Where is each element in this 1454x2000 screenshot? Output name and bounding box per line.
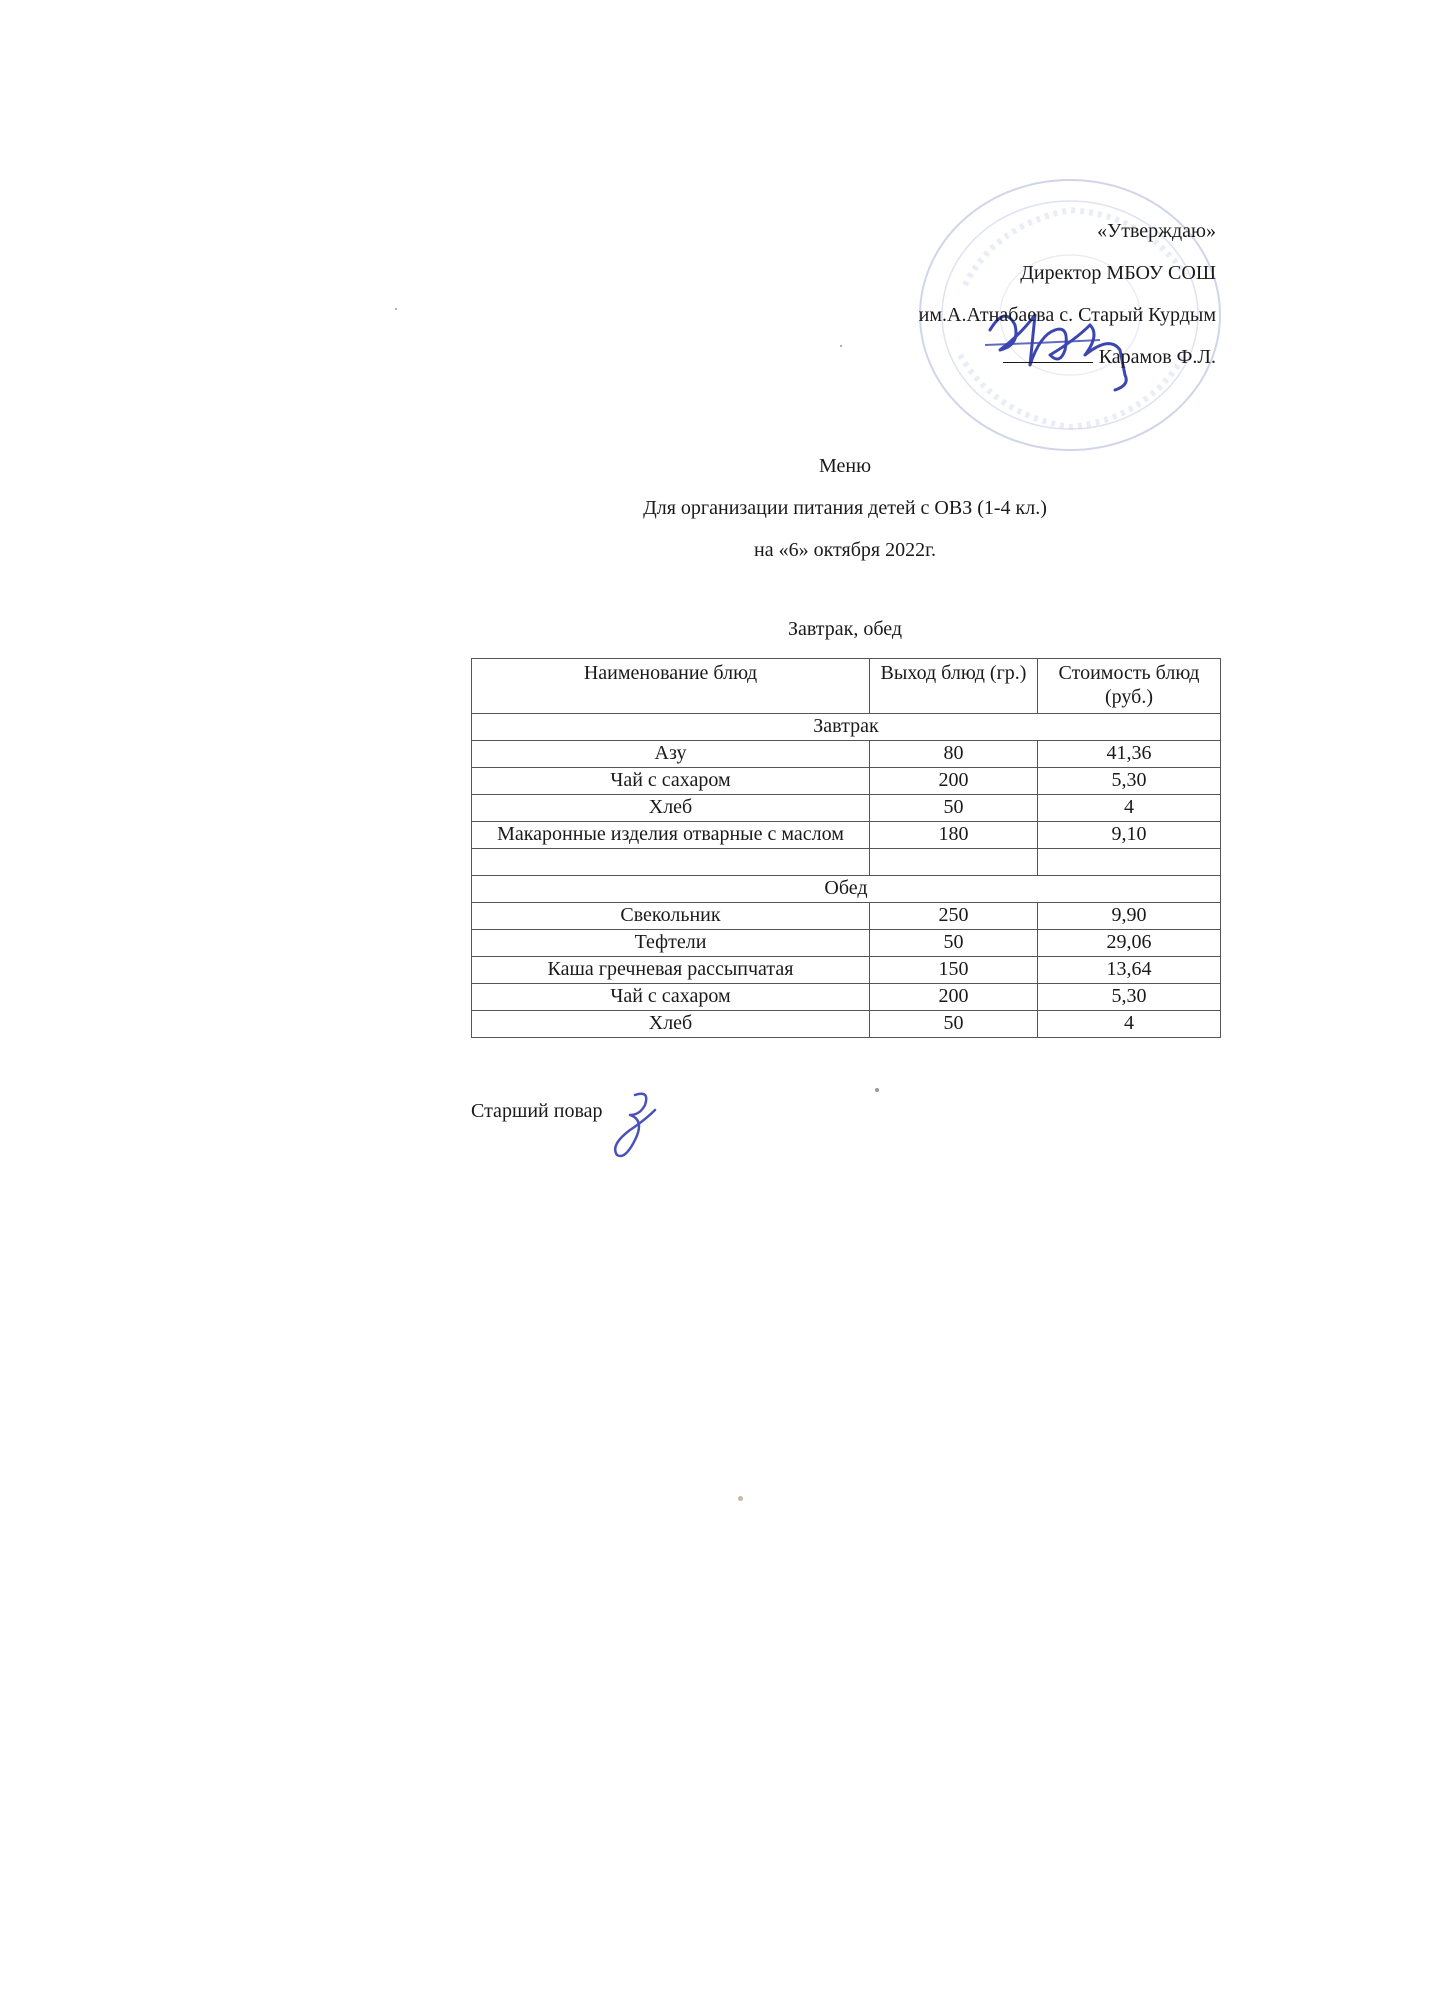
empty-row bbox=[472, 849, 1221, 876]
dish-price: 9,90 bbox=[1038, 903, 1221, 930]
dish-price: 4 bbox=[1038, 795, 1221, 822]
page-subtitle: Для организации питания детей с ОВЗ (1-4 кл.) bbox=[643, 497, 1047, 519]
dish-name: Макаронные изделия отварные с маслом bbox=[472, 822, 870, 849]
empty-cell bbox=[1038, 849, 1221, 876]
dish-weight: 150 bbox=[870, 957, 1038, 984]
approval-line: Директор МБОУ СОШ bbox=[1020, 262, 1216, 284]
section-row-breakfast bbox=[472, 714, 1221, 741]
scan-speck bbox=[875, 1088, 879, 1092]
director-name: Карамов Ф.Л. bbox=[1098, 346, 1216, 368]
approval-line: им.А.Атнабаева с. Старый Курдым bbox=[918, 304, 1216, 326]
table-row bbox=[472, 984, 1221, 1011]
table-row bbox=[472, 957, 1221, 984]
approval-line: «Утверждаю» bbox=[1097, 220, 1216, 242]
dish-price: 13,64 bbox=[1038, 957, 1221, 984]
column-header: Наименование блюд bbox=[472, 659, 870, 714]
dish-price: 5,30 bbox=[1038, 984, 1221, 1011]
dish-weight: 50 bbox=[870, 795, 1038, 822]
dish-name: Азу bbox=[472, 741, 870, 768]
dish-price: 41,36 bbox=[1038, 741, 1221, 768]
dish-weight: 180 bbox=[870, 822, 1038, 849]
meals-title: Завтрак, обед bbox=[787, 618, 903, 640]
table-header-row bbox=[472, 659, 1221, 714]
empty-cell bbox=[870, 849, 1038, 876]
scan-speck bbox=[738, 1496, 743, 1501]
cook-label: Старший повар bbox=[471, 1100, 603, 1122]
section-label: Обед bbox=[472, 876, 1221, 903]
dish-weight: 250 bbox=[870, 903, 1038, 930]
dish-weight: 80 bbox=[870, 741, 1038, 768]
dish-name: Чай с сахаром bbox=[472, 768, 870, 795]
table-row bbox=[472, 768, 1221, 795]
menu-date: на «6» октября 2022г. bbox=[753, 539, 937, 561]
dish-price: 29,06 bbox=[1038, 930, 1221, 957]
dish-weight: 50 bbox=[870, 1011, 1038, 1038]
dish-price: 4 bbox=[1038, 1011, 1221, 1038]
page-title: Меню bbox=[818, 455, 872, 477]
approval-block bbox=[796, 210, 1216, 378]
dish-weight: 200 bbox=[870, 768, 1038, 795]
dish-name: Каша гречневая рассыпчатая bbox=[472, 957, 870, 984]
dish-name: Свекольник bbox=[472, 903, 870, 930]
dish-name: Тефтели bbox=[472, 930, 870, 957]
signature-line bbox=[1003, 342, 1093, 363]
scan-speck bbox=[840, 345, 842, 347]
table-row bbox=[472, 741, 1221, 768]
dish-name: Хлеб bbox=[472, 795, 870, 822]
table-row bbox=[472, 1011, 1221, 1038]
dish-weight: 50 bbox=[870, 930, 1038, 957]
table-row bbox=[472, 903, 1221, 930]
scan-speck bbox=[395, 308, 397, 310]
column-header: Выход блюд (гр.) bbox=[870, 659, 1038, 714]
dish-price: 5,30 bbox=[1038, 768, 1221, 795]
menu-table bbox=[471, 658, 1221, 1038]
section-label: Завтрак bbox=[472, 714, 1221, 741]
column-header: Стоимость блюд (руб.) bbox=[1038, 659, 1221, 714]
cook-signature-icon bbox=[605, 1085, 665, 1165]
dish-name: Чай с сахаром bbox=[472, 984, 870, 1011]
table-row bbox=[472, 795, 1221, 822]
table-row bbox=[472, 930, 1221, 957]
dish-weight: 200 bbox=[870, 984, 1038, 1011]
section-row-lunch bbox=[472, 876, 1221, 903]
dish-price: 9,10 bbox=[1038, 822, 1221, 849]
table-row bbox=[472, 822, 1221, 849]
dish-name: Хлеб bbox=[472, 1011, 870, 1038]
empty-cell bbox=[472, 849, 870, 876]
approval-line bbox=[796, 336, 1216, 378]
